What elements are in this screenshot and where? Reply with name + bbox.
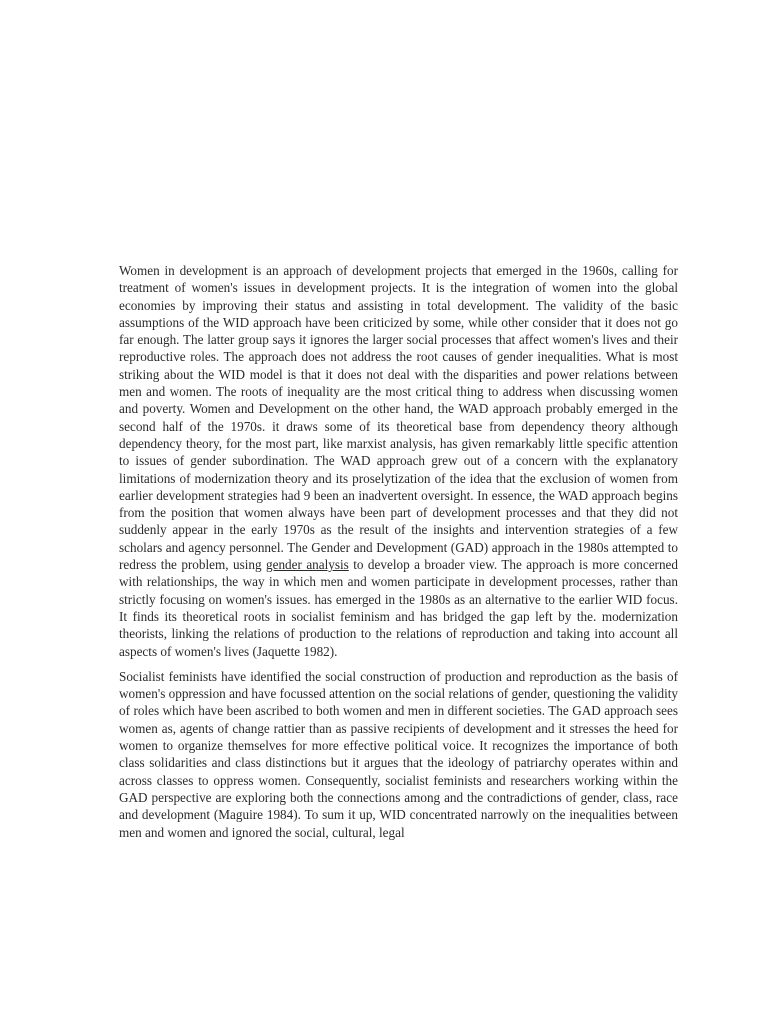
- paragraph-text: Women in development is an approach of development projects that emerged in the 1960s, calling for treatment of women's issues in development projects. It is the integration of women into the global economies by improving their status and assisting in total development. The validity of the basic assumptions of the WID approach have been criticized by some, while other consider that it does not go far enough. The latter group says it ignores the larger social processes that affect women's lives and their reproductive roles. The approach does not address the root causes of gender inequalities. What is most striking about the WID model is that it does not deal with the disparities and power relations between men and women. The roots of inequality are the most critical thing to address when discussing women and poverty. Women and Development on the other hand, the WAD approach probably emerged in the second half of the 1970s. it draws some of its theoretical base from dependency theory although dependency theory, for the most part, like marxist analysis, has given remarkably little specific attention to issues of gender subordination. The WAD approach grew out of a concern with the explanatory limitations of modernization theory and its proselytization of the idea that the exclusion of women from earlier development strategies had 9 been an inadvertent oversight. In essence, the WAD approach begins from the position that women always have been part of development processes and that they did not suddenly appear in the early 1970s as the result of the insights and intervention strategies of a few scholars and agency personnel. The Gender and Development (GAD) approach in the 1980s attempted to redress the problem, using: [119, 263, 678, 573]
- paragraph-text-continued: to develop a broader view. The approach is more concerned with relationships, the way in which men and women participate in development processes, rather than strictly focusing on women's issues. has emerged in the 1980s as an alternative to the earlier WID focus. It finds its theoretical roots in socialist feminism and has bridged the gap left by the. modernization theorists, linking the relations of production to the relations of reproduction and taking into account all aspects of women's lives (Jaquette 1982).: [119, 557, 678, 659]
- paragraph-wid-wad-gad: [119, 262, 678, 660]
- paragraph-socialist-feminists: Socialist feminists have identified the social construction of production and reproduction as the basis of women's oppression and have focussed attention on the social relations of gender, questioning the validity of roles which have been ascribed to both women and men in different societies. The GAD approach sees women as, agents of change rattier than as passive recipients of development and it stresses the heed for women to organize themselves for more effective political voice. It recognizes the importance of both class solidarities and class distinctions but it argues that the ideology of patriarchy operates within and across classes to oppress women. Consequently, socialist feminists and researchers working within the GAD perspective are exploring both the connections among and the contradictions of gender, class, race and development (Maguire 1984). To sum it up, WID concentrated narrowly on the inequalities between men and women and ignored the social, cultural, legal: [119, 668, 678, 840]
- document-body: [119, 262, 678, 849]
- gender-analysis-link[interactable]: gender analysis: [266, 557, 349, 573]
